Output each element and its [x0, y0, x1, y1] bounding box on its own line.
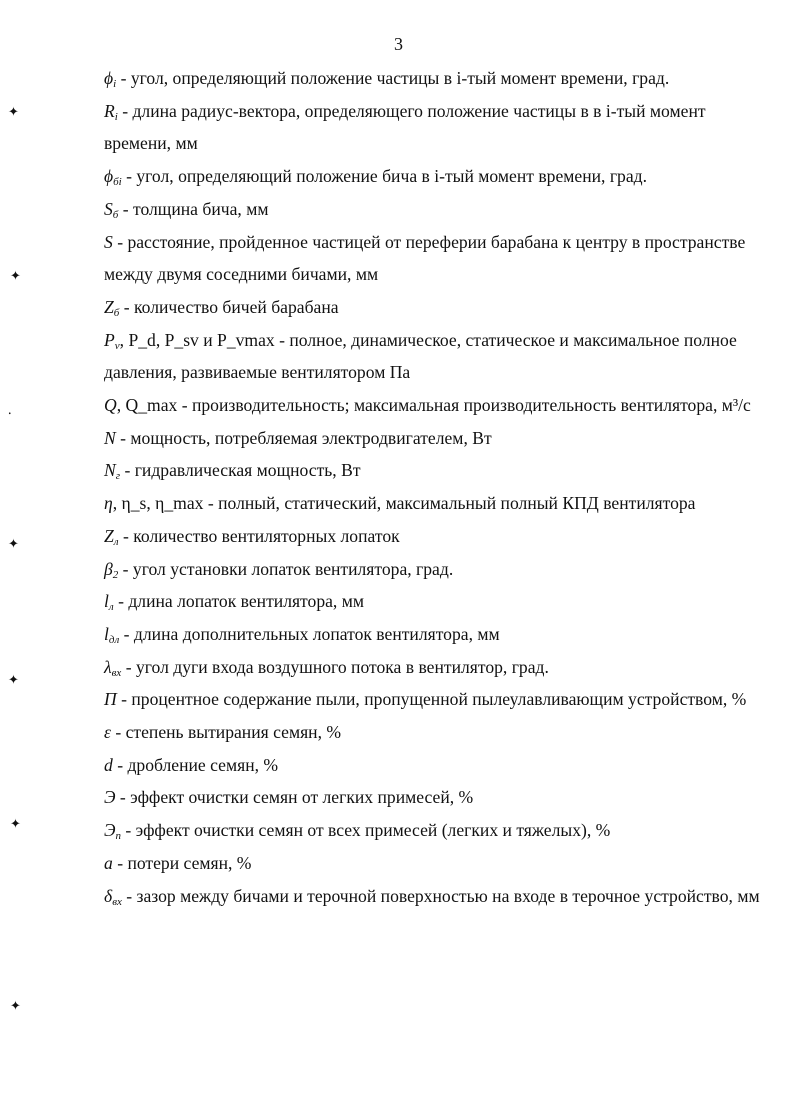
- definition-text: - длина лопаток вентилятора, мм: [113, 591, 364, 612]
- definition-symbol: $Э_п$: [104, 820, 122, 843]
- definition-text: - процентное содержание пыли, пропущенной пылеулавливающим устройством, %: [116, 689, 747, 710]
- definition-item: [104, 422, 764, 455]
- definition-item: [104, 226, 764, 291]
- definition-text: - количество бичей барабана: [119, 296, 339, 317]
- definition-symbol: a: [104, 852, 113, 873]
- definition-symbol: Э: [104, 787, 116, 808]
- scan-speck: ✦: [8, 104, 19, 119]
- definition-item: [104, 291, 764, 324]
- definition-symbol: $\lambda_{вх}$: [104, 656, 122, 679]
- definition-symbol: $Z_л$: [104, 525, 119, 548]
- definition-item: [104, 683, 764, 716]
- definition-item: [104, 95, 764, 160]
- definition-symbol: $N_г$: [104, 460, 121, 483]
- definition-item: [104, 618, 764, 651]
- definition-symbol: η: [104, 493, 113, 514]
- definition-item: [104, 324, 764, 389]
- definition-text: - угол дуги входа воздушного потока в вентилятор, град.: [121, 656, 549, 677]
- definition-item: [104, 454, 764, 487]
- definition-text: - гидравлическая мощность, Вт: [120, 460, 361, 481]
- definition-text: - толщина бича, мм: [118, 198, 269, 219]
- definition-symbol: d: [104, 754, 113, 775]
- definition-item: [104, 389, 764, 422]
- definition-text: , Q_max - производительность; максимальная производительность вентилятора, м³/с: [116, 395, 751, 416]
- scan-speck: ✦: [10, 268, 21, 283]
- definition-text: - угол установки лопаток вентилятора, град.: [118, 558, 454, 579]
- definition-item: [104, 487, 764, 520]
- page-number: 3: [394, 34, 403, 54]
- definition-text: , P_d, P_sv и P_vmax - полное, динамическое, статическое и максимальное полное давления, развиваемые вентилятором Па: [104, 329, 737, 383]
- definition-text: - расстояние, пройденное частицей от переферии барабана к центру в пространстве между двумя соседними бичами, мм: [104, 231, 746, 285]
- scan-speck: ✦: [10, 816, 21, 831]
- definition-symbol: $Z_б$: [104, 296, 120, 319]
- definition-symbol: $R_i$: [104, 100, 118, 123]
- definition-text: - эффект очистки семян от всех примесей (легких и тяжелых), %: [121, 820, 611, 841]
- definition-symbol: N: [104, 427, 116, 448]
- definition-symbol: П: [104, 689, 117, 710]
- definition-symbol: $\beta_2$: [104, 558, 119, 581]
- definition-item: [104, 716, 764, 749]
- definition-symbol: $l_л$: [104, 591, 114, 614]
- definition-symbol: $\phi_i$: [104, 68, 117, 90]
- scan-speck: ✦: [10, 998, 21, 1013]
- definition-text: - потери семян, %: [112, 852, 252, 873]
- definition-symbol: $\delta_{вх}$: [104, 885, 122, 908]
- definition-item: [104, 880, 764, 913]
- definition-symbol: S: [104, 231, 113, 252]
- scan-speck: ⸱: [8, 406, 12, 421]
- definition-text: - угол, определяющий положение бича в i-тый момент времени, град.: [121, 166, 647, 187]
- definition-item: [104, 814, 764, 847]
- definition-text: - мощность, потребляемая электродвигателем, Вт: [115, 427, 492, 448]
- definition-text: , η_s, η_max - полный, статический, максимальный полный КПД вентилятора: [112, 493, 696, 514]
- definition-item: [104, 651, 764, 684]
- definition-item: [104, 193, 764, 226]
- scan-speck: ✦: [8, 536, 19, 551]
- definition-text: - эффект очистки семян от легких примесей, %: [115, 787, 474, 808]
- definition-item: [104, 749, 764, 782]
- definition-item: [104, 585, 764, 618]
- definition-text: - степень вытирания семян, %: [110, 722, 342, 743]
- scan-speck: ✦: [8, 672, 19, 687]
- definition-symbol: ε: [104, 722, 111, 743]
- definition-text: - зазор между бичами и терочной поверхностью на входе в терочное устройство, мм: [121, 885, 760, 906]
- definition-text: - количество вентиляторных лопаток: [118, 525, 400, 546]
- definition-text: - длина дополнительных лопаток вентилятора, мм: [119, 623, 500, 644]
- definition-symbol: $\phi_{бi}$: [104, 166, 122, 189]
- definition-item: [104, 847, 764, 880]
- definition-item: [104, 553, 764, 586]
- definition-symbol: Q: [104, 395, 117, 416]
- definition-symbol: $S_б$: [104, 198, 119, 221]
- definition-item: [104, 62, 764, 95]
- definition-text: - угол, определяющий положение частицы в i-тый момент времени, град.: [116, 68, 670, 88]
- definitions-list: [104, 62, 764, 912]
- definition-symbol: $P_v$: [104, 329, 120, 352]
- definition-text: - длина радиус-вектора, определяющего положение частицы в в i-тый момент времени, мм: [104, 100, 706, 154]
- definition-symbol: $l_{дл}$: [104, 623, 120, 646]
- definition-item: [104, 781, 764, 814]
- definition-item: [104, 160, 764, 193]
- definition-item: [104, 520, 764, 553]
- definition-text: - дробление семян, %: [112, 754, 279, 775]
